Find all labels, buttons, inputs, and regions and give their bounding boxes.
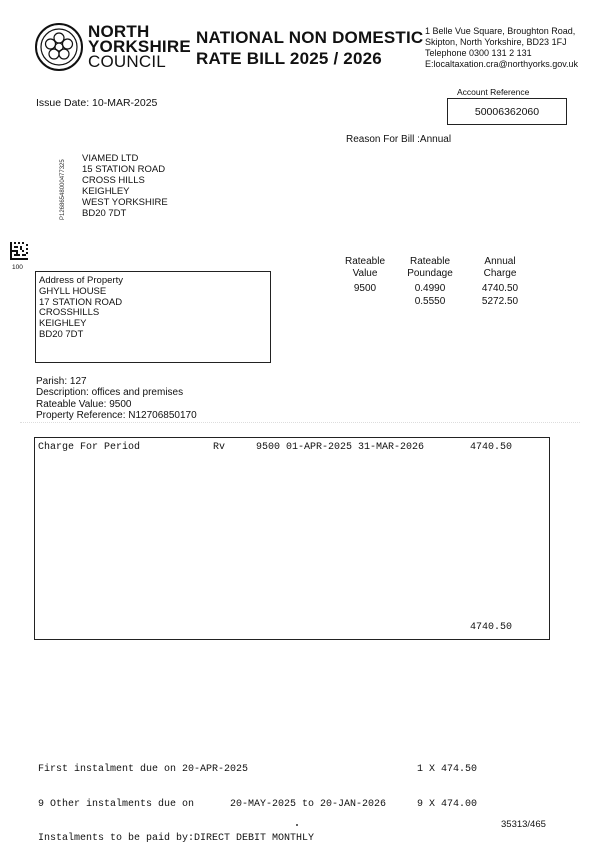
instalment-amounts [417,741,477,822]
issue-date: Issue Date: 10-MAR-2025 [36,97,158,109]
property-address-line: BD20 7DT [39,328,84,340]
rateable-value: 9500 [353,283,377,294]
instalment-line-1: First instalment due on 20-APR-2025 [38,764,249,775]
addressee-line: CROSS HILLS [82,175,145,186]
contact-telephone: Telephone 0300 131 2 131 [425,48,532,58]
charge-amount: 4740.50 [470,442,513,453]
datamatrix-number: 100 [12,264,23,271]
title-line-2: RATE BILL 2025 / 2026 [196,49,382,68]
charge-rv-label: Rv [213,442,226,453]
contact-email: E:localtaxation.cra@northyorks.gov.uk [425,59,579,69]
charge-period-label: Charge For Period [38,442,141,453]
property-address-line: CROSSHILLS [39,307,100,319]
title-line-1: NATIONAL NON DOMESTIC [196,28,424,47]
footer-dot [296,824,298,826]
charge-rv-value: 9500 [256,442,281,453]
header-line: Rateable [409,256,451,267]
property-details [36,376,197,421]
poundage-value: 0.4990 [414,283,446,294]
contact-address-1: 1 Belle Vue Square, Broughton Road, [425,26,576,36]
addressee-line: KEIGHLEY [82,186,130,197]
vertical-code-text: P12686548000477325 [60,159,66,220]
datamatrix-code [10,242,28,260]
account-reference-box [447,98,567,125]
addressee-line: 15 STATION ROAD [82,164,166,175]
addressee-line: WEST YORKSHIRE [82,197,168,208]
charge-period-dates: 01-APR-2025 31-MAR-2026 [286,442,425,453]
property-address-heading: Address of Property [39,275,123,286]
header-line: Rateable [344,256,386,267]
instalment-line-2: 9 Other instalments due on 20-MAY-2025 to 20-JAN-2026 [38,798,387,810]
divider [20,422,580,423]
rateable-poundage-header [402,256,458,280]
description: Description: offices and premises [36,387,184,399]
rose-crest-icon [34,22,84,72]
account-reference-value: 50006362060 [474,105,540,118]
instalment-line-3: Instalments to be paid by:DIRECT DEBIT MONTHLY [38,833,315,844]
property-reference: Property Reference: N12706850170 [36,409,197,421]
header-line: Charge [483,268,517,279]
annual-charge-value: 4740.50 [481,283,519,294]
instalment-amount-2: 9 X 474.00 [417,798,478,810]
poundage-value: 0.5550 [414,295,446,307]
rateable-value-detail: Rateable Value: 9500 [36,398,132,410]
property-address-box [35,271,271,363]
contact-address-2: Skipton, North Yorkshire, BD23 1FJ [425,37,567,47]
header-line: Poundage [407,268,453,279]
header-line: Value [352,268,378,279]
addressee-block [82,153,168,219]
addressee-line: BD20 7DT [82,208,127,219]
header-line: Annual [484,256,516,267]
addressee-line: VIAMED LTD [82,153,139,164]
contact-details [425,26,578,70]
council-logo [34,22,191,74]
vertical-reference-code [60,150,72,220]
charge-total: 4740.50 [470,622,513,633]
instalment-amount-1: 1 X 474.50 [417,764,478,775]
annual-charge-value: 5272.50 [481,295,519,307]
poundage-values [402,283,458,308]
council-name [88,24,191,69]
annual-charge-header [474,256,526,280]
annual-charge-values [474,283,526,308]
property-address-line: KEIGHLEY [39,318,87,330]
instalment-schedule [38,741,386,856]
account-reference-label: Account Reference [457,87,530,97]
footer-reference: 35313/465 [501,819,546,830]
logo-line-2: YORKSHIRE [88,37,191,56]
rateable-value-header [340,256,390,280]
property-address-line: 17 STATION ROAD [39,296,123,308]
parish: Parish: 127 [36,376,87,387]
charge-period-box [34,437,550,640]
logo-line-1: NORTH [88,22,150,41]
document-title [196,27,423,69]
logo-line-3: COUNCIL [88,52,166,71]
property-address-line: GHYLL HOUSE [39,285,107,297]
reason-for-bill: Reason For Bill :Annual [346,134,452,145]
